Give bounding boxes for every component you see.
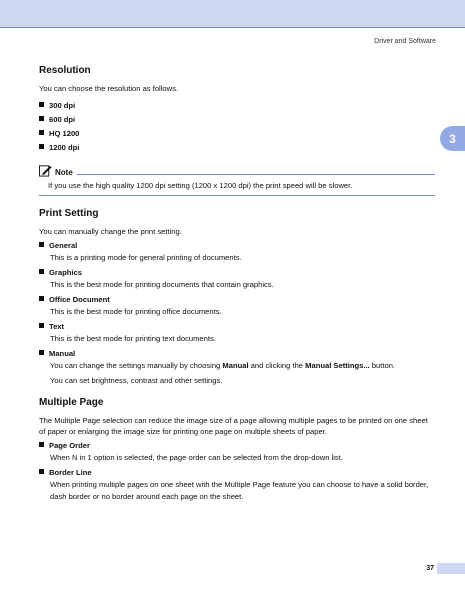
bullet-icon: [39, 130, 44, 135]
bullet-icon: [39, 469, 44, 474]
header-rule: [0, 27, 465, 28]
list-item: HQ 1200: [39, 127, 435, 141]
pencil-note-icon: [39, 164, 52, 177]
bullet-icon: [39, 296, 44, 301]
resolution-intro: You can choose the resolution as follows.: [39, 84, 179, 93]
list-item: 300 dpi: [39, 99, 435, 113]
bullet-icon: [39, 242, 44, 247]
print-setting-section: [39, 208, 435, 387]
list-item: 1200 dpi: [39, 141, 435, 155]
header-band: [0, 0, 465, 27]
note-bottom-rule: [39, 195, 435, 196]
resolution-heading: Resolution: [39, 65, 91, 76]
multiple-page-intro: The Multiple Page selection can reduce the image size of a page allowing multiple pages to be printed on one sheet of paper or enlarging the image size for printing one page on multiple sheets of paper.: [39, 416, 428, 436]
list-item: Text This is the best mode for printing text documents.: [39, 321, 435, 345]
print-setting-heading: Print Setting: [39, 208, 99, 219]
list-item: 600 dpi: [39, 113, 435, 127]
manual-desc-2: You can set brightness, contrast and other settings.: [50, 376, 223, 385]
bullet-icon: [39, 323, 44, 328]
chapter-tab: 3: [440, 126, 465, 151]
bullet-icon: [39, 269, 44, 274]
resolution-list: [39, 99, 435, 155]
list-item: General This is a printing mode for general printing of documents.: [39, 240, 435, 264]
list-item: Graphics This is the best mode for printing documents that contain graphics.: [39, 267, 435, 291]
page-number-block: [437, 563, 465, 574]
note-label: Note: [55, 168, 73, 177]
bullet-icon: [39, 102, 44, 107]
page-number: 37: [426, 565, 434, 572]
note-box: [39, 162, 435, 196]
manual-desc: You can change the settings manually by choosing Manual and clicking the Manual Settings... button.: [50, 361, 396, 370]
list-item: Office Document This is the best mode for printing office documents.: [39, 294, 435, 318]
running-header: Driver and Software: [374, 38, 436, 45]
list-item: Page Order When N in 1 option is selected, the page order can be selected from the drop-down list.: [39, 440, 435, 464]
list-item: Border Line When printing multiple pages on one sheet with the Multiple Page feature you can choose to have a solid border, dash border or no border around each page on the sheet.: [39, 467, 435, 503]
note-header: [39, 162, 435, 177]
list-item: Manual You can change the settings manually by choosing Manual and clicking the Manual Settings... button. You can set brightness, contrast and other settings.: [39, 348, 435, 387]
bullet-icon: [39, 350, 44, 355]
bullet-icon: [39, 116, 44, 121]
multiple-page-heading: Multiple Page: [39, 397, 104, 408]
print-setting-intro: You can manually change the print setting.: [39, 227, 182, 236]
multiple-page-section: [39, 397, 435, 503]
bullet-icon: [39, 144, 44, 149]
note-text: If you use the high quality 1200 dpi setting (1200 x 1200 dpi) the print speed will be slower.: [48, 181, 353, 190]
note-rule: [77, 174, 435, 175]
page-content: [39, 65, 435, 513]
resolution-section: [39, 65, 435, 196]
bullet-icon: [39, 442, 44, 447]
